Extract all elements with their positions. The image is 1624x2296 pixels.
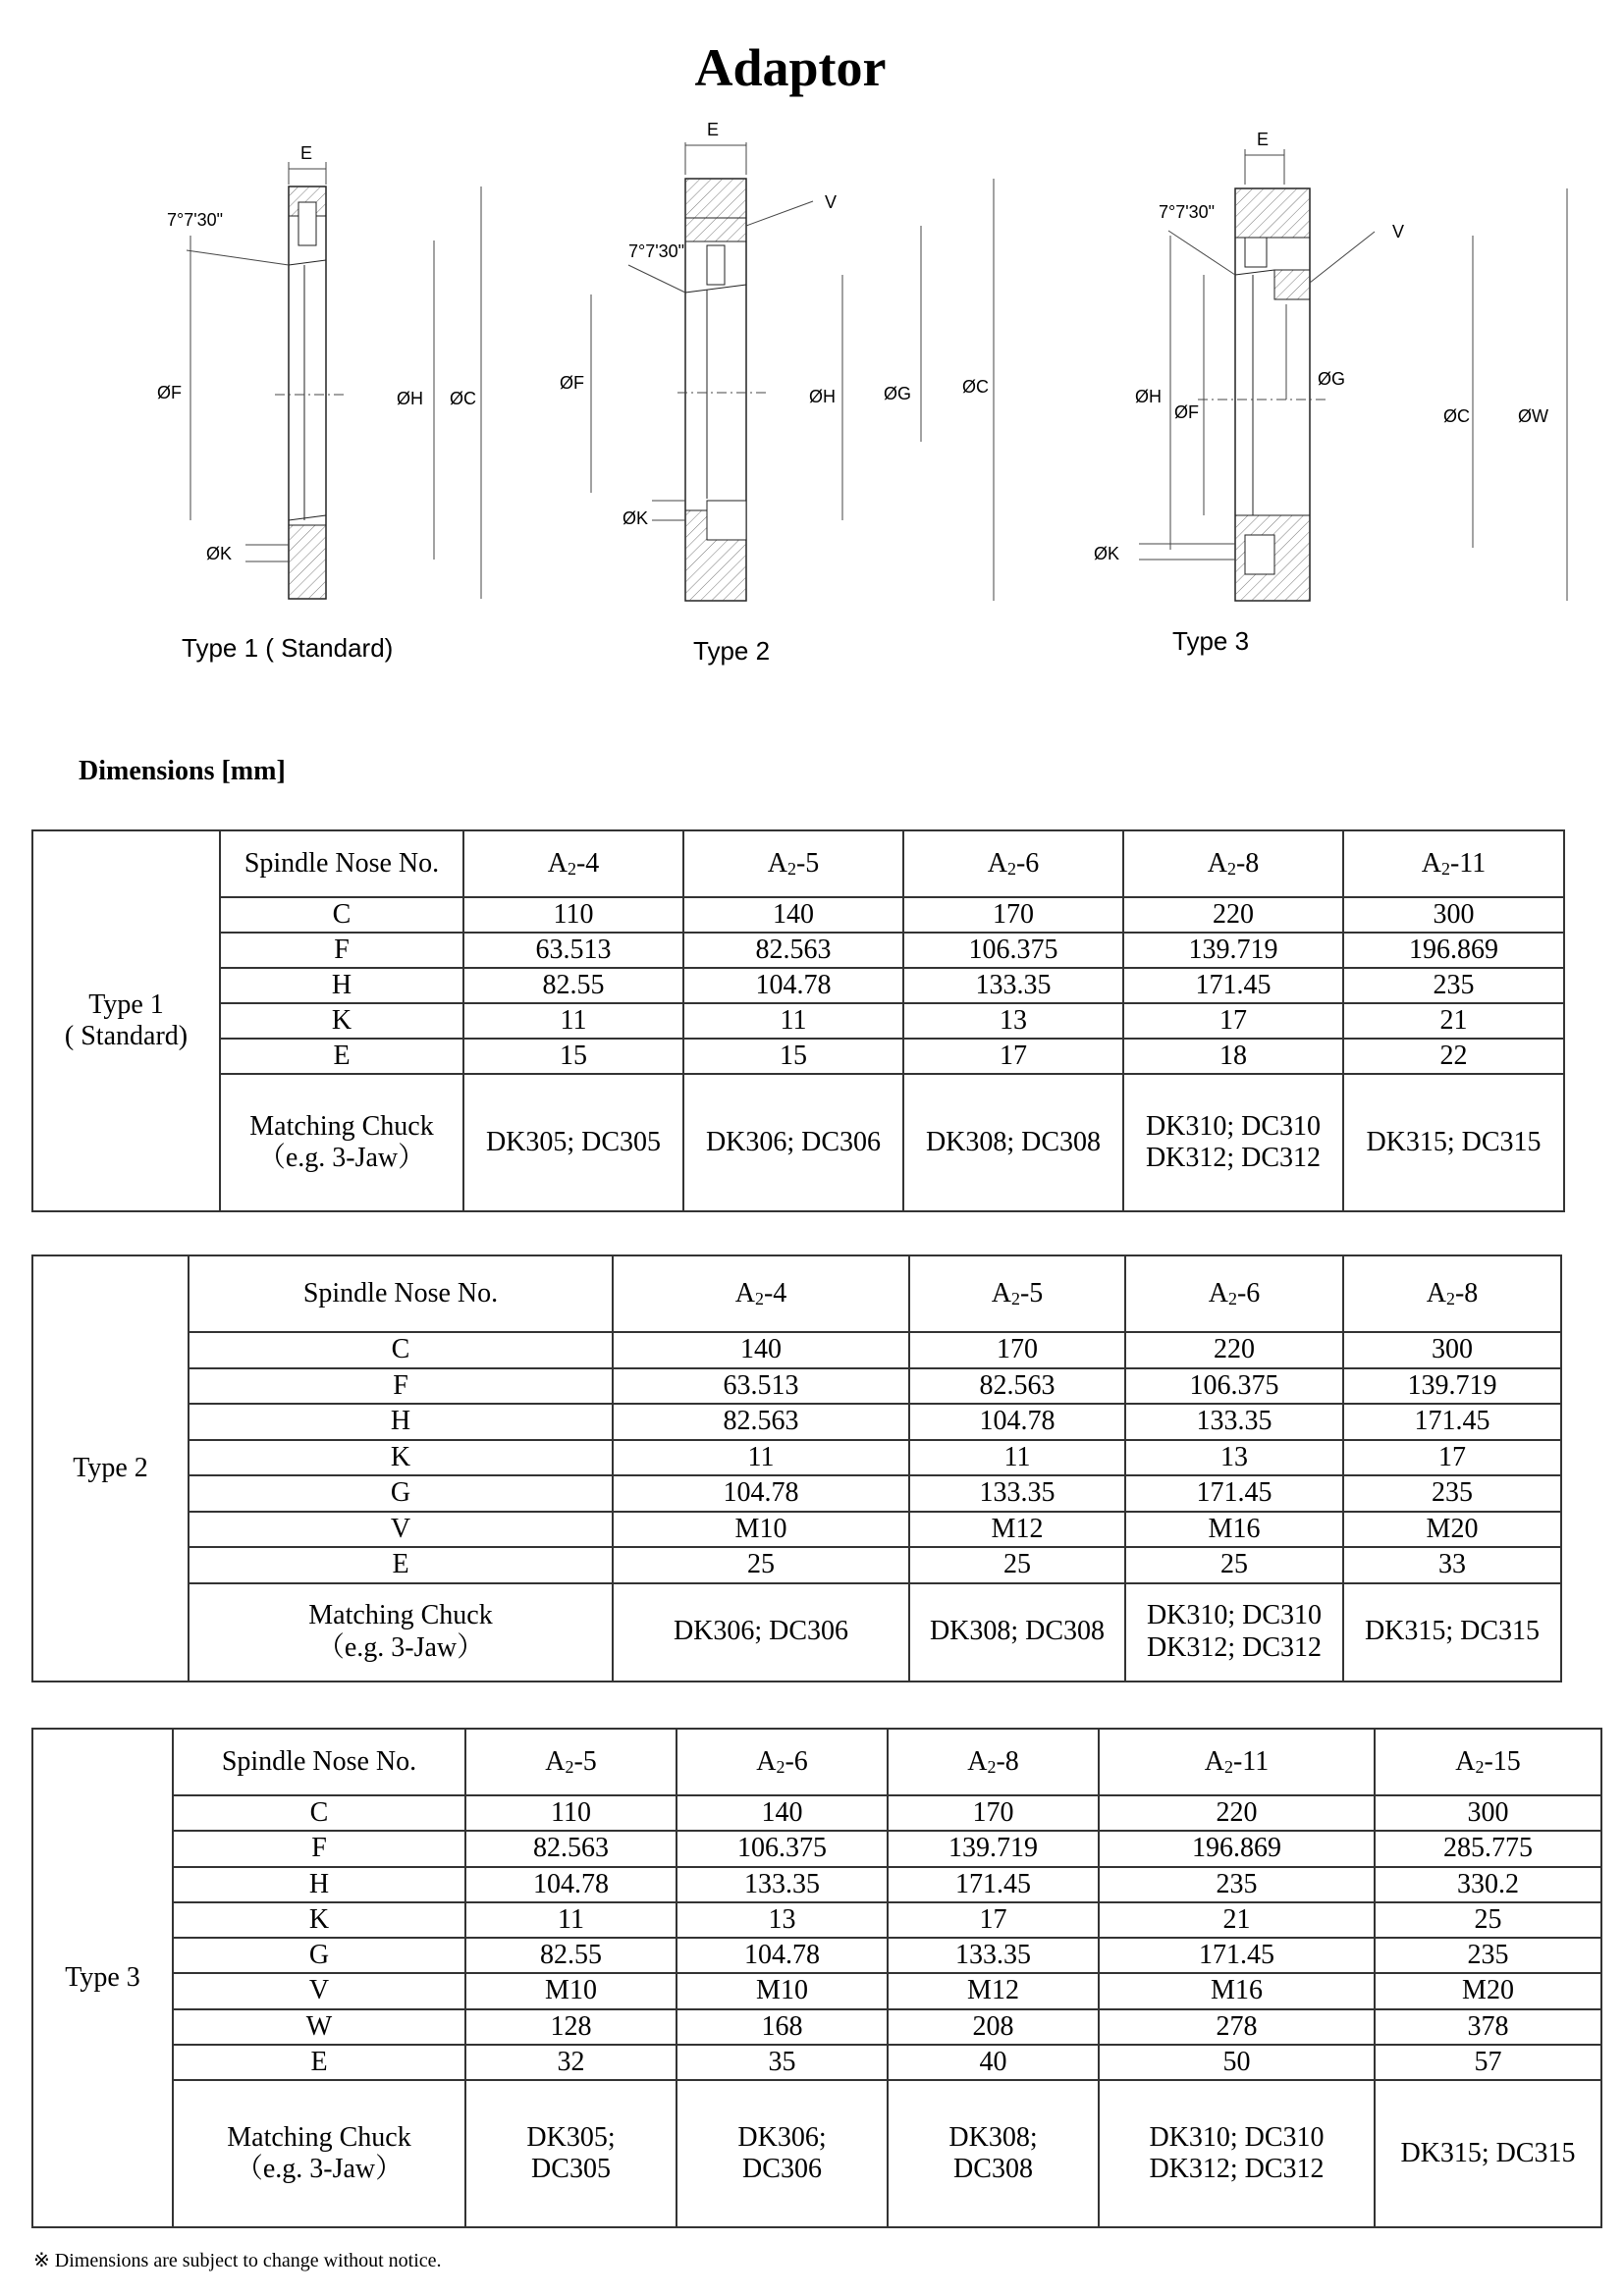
table-cell: 104.78 [613, 1475, 909, 1512]
row-label: H [189, 1404, 613, 1440]
row-label: G [189, 1475, 613, 1512]
row-label: C [220, 897, 463, 933]
spindle-nose-header [1343, 1255, 1561, 1332]
table-cell: 300 [1343, 1332, 1561, 1368]
type3-label-c: ØC [1443, 406, 1470, 426]
matching-chuck-cell [903, 1074, 1123, 1211]
table-cell: 140 [613, 1332, 909, 1368]
header-prefix: A [756, 1745, 777, 1777]
table-cell: 110 [463, 897, 683, 933]
matching-chuck-row [32, 2080, 1601, 2227]
row-label: K [173, 1902, 465, 1938]
spindle-nose-header [1123, 830, 1343, 897]
type2-label-c: ØC [962, 377, 989, 397]
header-suffix: -8 [1235, 847, 1260, 879]
table-cell: 285.775 [1375, 1831, 1601, 1866]
table-cell: 140 [677, 1795, 888, 1831]
spindle-nose-header [1343, 830, 1564, 897]
type2-label-k: ØK [623, 508, 649, 528]
table-cell: 11 [465, 1902, 677, 1938]
header-prefix: A [987, 847, 1007, 879]
chuck-model: DK308; DC308 [929, 1616, 1106, 1647]
matching-chuck-label [173, 2080, 465, 2227]
chuck-label-line: （e.g. 3-Jaw） [257, 1143, 426, 1173]
type3-label-w: ØW [1518, 406, 1548, 426]
table-cell: M16 [1125, 1512, 1343, 1548]
matching-chuck-cell [463, 1074, 683, 1211]
table-cell: 106.375 [1125, 1368, 1343, 1405]
header-suffix: -6 [1015, 847, 1040, 879]
header-suffix: -8 [1454, 1277, 1479, 1308]
chuck-model: DC308 [953, 2154, 1033, 2184]
header-row [32, 830, 1564, 897]
table-cell: 25 [909, 1547, 1125, 1583]
matching-chuck-cell [1099, 2080, 1375, 2227]
row-label: C [189, 1332, 613, 1368]
row-label: V [173, 1973, 465, 2008]
table-cell: 235 [1375, 1938, 1601, 1973]
section-heading: Dimensions [mm] [79, 756, 286, 786]
type-label-line: Type 1 [88, 988, 164, 1020]
spindle-nose-header [888, 1729, 1099, 1795]
matching-chuck-label [220, 1074, 463, 1211]
table-cell: 25 [613, 1547, 909, 1583]
table-cell: 106.375 [677, 1831, 888, 1866]
header-subscript: 2 [1227, 1288, 1237, 1308]
table-cell: 11 [613, 1440, 909, 1476]
table-cell: 133.35 [903, 968, 1123, 1003]
table-cell: 170 [903, 897, 1123, 933]
spindle-nose-header [903, 830, 1123, 897]
header-subscript: 2 [1475, 1756, 1485, 1777]
table-cell: M10 [613, 1512, 909, 1548]
table-cell: 139.719 [1123, 933, 1343, 968]
header-suffix: -4 [763, 1277, 787, 1308]
chuck-model: DK306; [737, 2121, 827, 2153]
row-label: V [189, 1512, 613, 1548]
type-label-line: ( Standard) [64, 1021, 189, 1051]
header-prefix: A [547, 847, 568, 879]
footnote: ※ Dimensions are subject to change without notice. [33, 2250, 442, 2271]
table-cell: 133.35 [909, 1475, 1125, 1512]
table-cell: 171.45 [1125, 1475, 1343, 1512]
matching-chuck-cell [1125, 1583, 1343, 1682]
chuck-model: DK312; DC312 [1149, 2154, 1325, 2184]
header-prefix: A [1426, 1277, 1446, 1308]
table-cell: 82.563 [909, 1368, 1125, 1405]
table-cell: 82.563 [683, 933, 903, 968]
spindle-nose-header [1125, 1255, 1343, 1332]
header-subscript: 2 [567, 858, 576, 879]
header-prefix: A [545, 1745, 566, 1777]
row-label: H [173, 1867, 465, 1902]
table-cell: 21 [1099, 1902, 1375, 1938]
header-subscript: 2 [1445, 1288, 1455, 1308]
table-cell: 13 [677, 1902, 888, 1938]
type3-label-k: ØK [1094, 544, 1120, 563]
table-cell: 133.35 [677, 1867, 888, 1902]
table-cell: 22 [1343, 1039, 1564, 1074]
table-cell: 171.45 [1343, 1404, 1561, 1440]
table-cell: 300 [1375, 1795, 1601, 1831]
table-cell: 63.513 [613, 1368, 909, 1405]
header-label-cell: Spindle Nose No. [189, 1255, 613, 1332]
matching-chuck-cell [1343, 1583, 1561, 1682]
header-subscript: 2 [1440, 858, 1450, 879]
table-cell: 171.45 [1123, 968, 1343, 1003]
table-row [32, 1867, 1601, 1902]
table-cell: 235 [1343, 1475, 1561, 1512]
chuck-model: DK312; DC312 [1145, 1143, 1322, 1173]
type3-caption: Type 3 [1172, 626, 1250, 656]
header-suffix: -4 [575, 847, 600, 879]
type1-label-h: ØH [397, 389, 423, 408]
header-prefix: A [967, 1745, 988, 1777]
table-cell: 13 [903, 1003, 1123, 1039]
type3-label-g: ØG [1318, 369, 1346, 389]
matching-chuck-row [32, 1074, 1564, 1211]
header-suffix: -15 [1484, 1745, 1521, 1777]
header-label-cell: Spindle Nose No. [220, 830, 463, 897]
chuck-model: DK315; DC315 [1400, 2137, 1576, 2168]
row-label: E [220, 1039, 463, 1074]
chuck-model: DC306 [742, 2154, 822, 2184]
chuck-label-line: Matching Chuck [227, 2121, 411, 2153]
table-row [32, 1831, 1601, 1866]
header-suffix: -5 [573, 1745, 597, 1777]
table-cell: 82.563 [465, 1831, 677, 1866]
table-cell: 11 [909, 1440, 1125, 1476]
table-cell: 378 [1375, 2009, 1601, 2045]
row-label: G [173, 1938, 465, 1973]
chuck-model: DK310; DC310 [1145, 1110, 1322, 1142]
spindle-nose-header [1375, 1729, 1601, 1795]
type1-label-angle: 7°7'30" [167, 210, 224, 230]
type3-label-h: ØH [1135, 387, 1162, 406]
table-cell: 220 [1099, 1795, 1375, 1831]
matching-chuck-cell [888, 2080, 1099, 2227]
table-cell: 196.869 [1343, 933, 1564, 968]
type3-label-f: ØF [1174, 402, 1199, 422]
header-prefix: A [1207, 847, 1227, 879]
matching-chuck-cell [683, 1074, 903, 1211]
table-cell: 21 [1343, 1003, 1564, 1039]
table-cell: 171.45 [1099, 1938, 1375, 1973]
table-row [32, 2009, 1601, 2045]
table-cell: 82.563 [613, 1404, 909, 1440]
type1-label-f: ØF [157, 383, 182, 402]
type1-caption: Type 1 ( Standard) [182, 633, 394, 663]
table-row [32, 1902, 1601, 1938]
header-suffix: -11 [1232, 1745, 1270, 1777]
type-label-line: Type 2 [73, 1452, 148, 1483]
matching-chuck-cell [1343, 1074, 1564, 1211]
row-label: W [173, 2009, 465, 2045]
table-cell: M10 [677, 1973, 888, 2008]
chuck-model: DK308; DC308 [925, 1126, 1102, 1157]
table-cell: 168 [677, 2009, 888, 2045]
chuck-model: DK315; DC315 [1364, 1616, 1541, 1647]
table-cell: 278 [1099, 2009, 1375, 2045]
row-label: C [173, 1795, 465, 1831]
table-row [32, 933, 1564, 968]
chuck-label-line: Matching Chuck [249, 1110, 434, 1142]
header-suffix: -6 [785, 1745, 808, 1777]
header-suffix: -8 [996, 1745, 1019, 1777]
type1-label-k: ØK [206, 544, 233, 563]
header-subscript: 2 [1223, 1756, 1233, 1777]
table-row [32, 2045, 1601, 2080]
table-cell: 104.78 [909, 1404, 1125, 1440]
header-prefix: A [991, 1277, 1011, 1308]
header-prefix: A [1421, 847, 1441, 879]
table-cell: 171.45 [888, 1867, 1099, 1902]
table-cell: M20 [1375, 1973, 1601, 2008]
header-row [32, 1729, 1601, 1795]
table-cell: 15 [683, 1039, 903, 1074]
header-prefix: A [1455, 1745, 1476, 1777]
header-subscript: 2 [1226, 858, 1236, 879]
row-label: F [173, 1831, 465, 1866]
row-label: F [189, 1368, 613, 1405]
type2-label-h: ØH [809, 387, 836, 406]
chuck-model: DK308; [948, 2121, 1038, 2153]
type1-table-body [32, 830, 1564, 1211]
table-cell: 133.35 [1125, 1404, 1343, 1440]
table-cell: 32 [465, 2045, 677, 2080]
table-cell: 128 [465, 2009, 677, 2045]
type2-label-e: E [707, 120, 720, 139]
matching-chuck-cell [1123, 1074, 1343, 1211]
chuck-model: DK310; DC310 [1149, 2121, 1325, 2153]
header-prefix: A [734, 1277, 755, 1308]
type-label-line: Type 3 [65, 1961, 140, 1993]
row-label: K [189, 1440, 613, 1476]
type3-label-angle: 7°7'30" [1159, 202, 1216, 222]
table-cell: 13 [1125, 1440, 1343, 1476]
header-label-cell: Spindle Nose No. [173, 1729, 465, 1795]
table-cell: 235 [1099, 1867, 1375, 1902]
chuck-model: DK315; DC315 [1366, 1126, 1542, 1157]
chuck-label-line: Matching Chuck [308, 1600, 493, 1631]
table-cell: 57 [1375, 2045, 1601, 2080]
table-row [32, 1368, 1561, 1405]
table-row [32, 1938, 1601, 1973]
header-suffix: -6 [1236, 1277, 1261, 1308]
table-row [32, 1003, 1564, 1039]
header-suffix: -5 [1019, 1277, 1044, 1308]
table-cell: 63.513 [463, 933, 683, 968]
matching-chuck-cell [465, 2080, 677, 2227]
table-row [32, 897, 1564, 933]
spindle-nose-header [1099, 1729, 1375, 1795]
table-cell: 110 [465, 1795, 677, 1831]
type2-label-f: ØF [560, 373, 584, 393]
type3-label-e: E [1257, 130, 1270, 149]
table-cell: 235 [1343, 968, 1564, 1003]
spindle-nose-header [463, 830, 683, 897]
table-row [32, 1547, 1561, 1583]
table-cell: 17 [888, 1902, 1099, 1938]
table-cell: 17 [1123, 1003, 1343, 1039]
table-row [32, 1440, 1561, 1476]
type-label-cell [32, 1255, 189, 1682]
table-row [32, 1512, 1561, 1548]
table-row [32, 1404, 1561, 1440]
table-cell: 11 [683, 1003, 903, 1039]
matching-chuck-cell [613, 1583, 909, 1682]
type2-diagram [550, 118, 1041, 628]
table-cell: M10 [465, 1973, 677, 2008]
header-subscript: 2 [1010, 1288, 1020, 1308]
table-cell: 106.375 [903, 933, 1123, 968]
table-cell: 35 [677, 2045, 888, 2080]
header-subscript: 2 [987, 1756, 997, 1777]
header-suffix: -11 [1449, 847, 1487, 879]
page-title: Adaptor [694, 38, 887, 97]
table-cell: M12 [888, 1973, 1099, 2008]
chuck-model: DC305 [531, 2154, 611, 2184]
row-label: H [220, 968, 463, 1003]
table-cell: M20 [1343, 1512, 1561, 1548]
header-subscript: 2 [754, 1288, 764, 1308]
table-row [32, 1332, 1561, 1368]
type2-table-body [32, 1255, 1561, 1682]
matching-chuck-cell [909, 1583, 1125, 1682]
table-cell: 15 [463, 1039, 683, 1074]
table-cell: 300 [1343, 897, 1564, 933]
spindle-nose-header [613, 1255, 909, 1332]
chuck-model: DK306; DC306 [705, 1126, 882, 1157]
header-subscript: 2 [1006, 858, 1016, 879]
spindle-nose-header [465, 1729, 677, 1795]
table-row [32, 1973, 1601, 2008]
header-prefix: A [1208, 1277, 1228, 1308]
row-label: K [220, 1003, 463, 1039]
table-cell: 139.719 [888, 1831, 1099, 1866]
type1-dimensions-table [31, 829, 1565, 1212]
matching-chuck-cell [1375, 2080, 1601, 2227]
header-subscript: 2 [565, 1756, 574, 1777]
table-row [32, 1475, 1561, 1512]
table-cell: 208 [888, 2009, 1099, 2045]
type-label-cell [32, 830, 220, 1211]
row-label: F [220, 933, 463, 968]
table-cell: 104.78 [677, 1938, 888, 1973]
chuck-model: DK306; DC306 [673, 1616, 849, 1647]
type2-label-v: V [825, 192, 838, 212]
header-row [32, 1255, 1561, 1332]
table-row [32, 1039, 1564, 1074]
table-cell: 133.35 [888, 1938, 1099, 1973]
table-cell: 196.869 [1099, 1831, 1375, 1866]
row-label: E [189, 1547, 613, 1583]
table-cell: 220 [1125, 1332, 1343, 1368]
table-cell: 17 [1343, 1440, 1561, 1476]
type3-table-body [32, 1729, 1601, 2227]
header-prefix: A [1204, 1745, 1224, 1777]
header-subscript: 2 [776, 1756, 785, 1777]
table-row [32, 968, 1564, 1003]
type3-dimensions-table [31, 1728, 1602, 2228]
chuck-model: DK312; DC312 [1146, 1631, 1323, 1663]
matching-chuck-row [32, 1583, 1561, 1682]
type3-diagram [1080, 128, 1610, 628]
table-cell: 170 [909, 1332, 1125, 1368]
table-cell: 104.78 [683, 968, 903, 1003]
table-cell: M16 [1099, 1973, 1375, 2008]
table-cell: M12 [909, 1512, 1125, 1548]
matching-chuck-cell [677, 2080, 888, 2227]
spindle-nose-header [909, 1255, 1125, 1332]
table-cell: 50 [1099, 2045, 1375, 2080]
type2-caption: Type 2 [693, 636, 771, 666]
type-label-cell [32, 1729, 173, 2227]
type2-label-angle: 7°7'30" [628, 241, 685, 261]
table-cell: 220 [1123, 897, 1343, 933]
table-cell: 25 [1125, 1547, 1343, 1583]
header-subscript: 2 [786, 858, 796, 879]
row-label: E [173, 2045, 465, 2080]
spindle-nose-header [677, 1729, 888, 1795]
type1-label-e: E [300, 143, 313, 163]
header-prefix: A [767, 847, 787, 879]
table-cell: 11 [463, 1003, 683, 1039]
table-cell: 82.55 [465, 1938, 677, 1973]
table-cell: 17 [903, 1039, 1123, 1074]
chuck-label-line: （e.g. 3-Jaw） [235, 2154, 404, 2184]
type1-diagram [147, 137, 520, 628]
chuck-model: DK305; DC305 [485, 1126, 662, 1157]
table-cell: 40 [888, 2045, 1099, 2080]
chuck-label-line: （e.g. 3-Jaw） [316, 1631, 485, 1663]
type2-dimensions-table [31, 1255, 1562, 1682]
chuck-model: DK310; DC310 [1146, 1600, 1323, 1631]
chuck-model: DK305; [526, 2121, 616, 2153]
table-cell: 25 [1375, 1902, 1601, 1938]
table-cell: 82.55 [463, 968, 683, 1003]
header-suffix: -5 [795, 847, 820, 879]
table-cell: 139.719 [1343, 1368, 1561, 1405]
type3-label-v: V [1392, 222, 1405, 241]
matching-chuck-label [189, 1583, 613, 1682]
spindle-nose-header [683, 830, 903, 897]
type1-label-c: ØC [450, 389, 476, 408]
table-cell: 33 [1343, 1547, 1561, 1583]
type2-label-g: ØG [884, 384, 912, 403]
table-cell: 140 [683, 897, 903, 933]
table-cell: 18 [1123, 1039, 1343, 1074]
table-cell: 330.2 [1375, 1867, 1601, 1902]
table-cell: 104.78 [465, 1867, 677, 1902]
table-row [32, 1795, 1601, 1831]
table-cell: 170 [888, 1795, 1099, 1831]
